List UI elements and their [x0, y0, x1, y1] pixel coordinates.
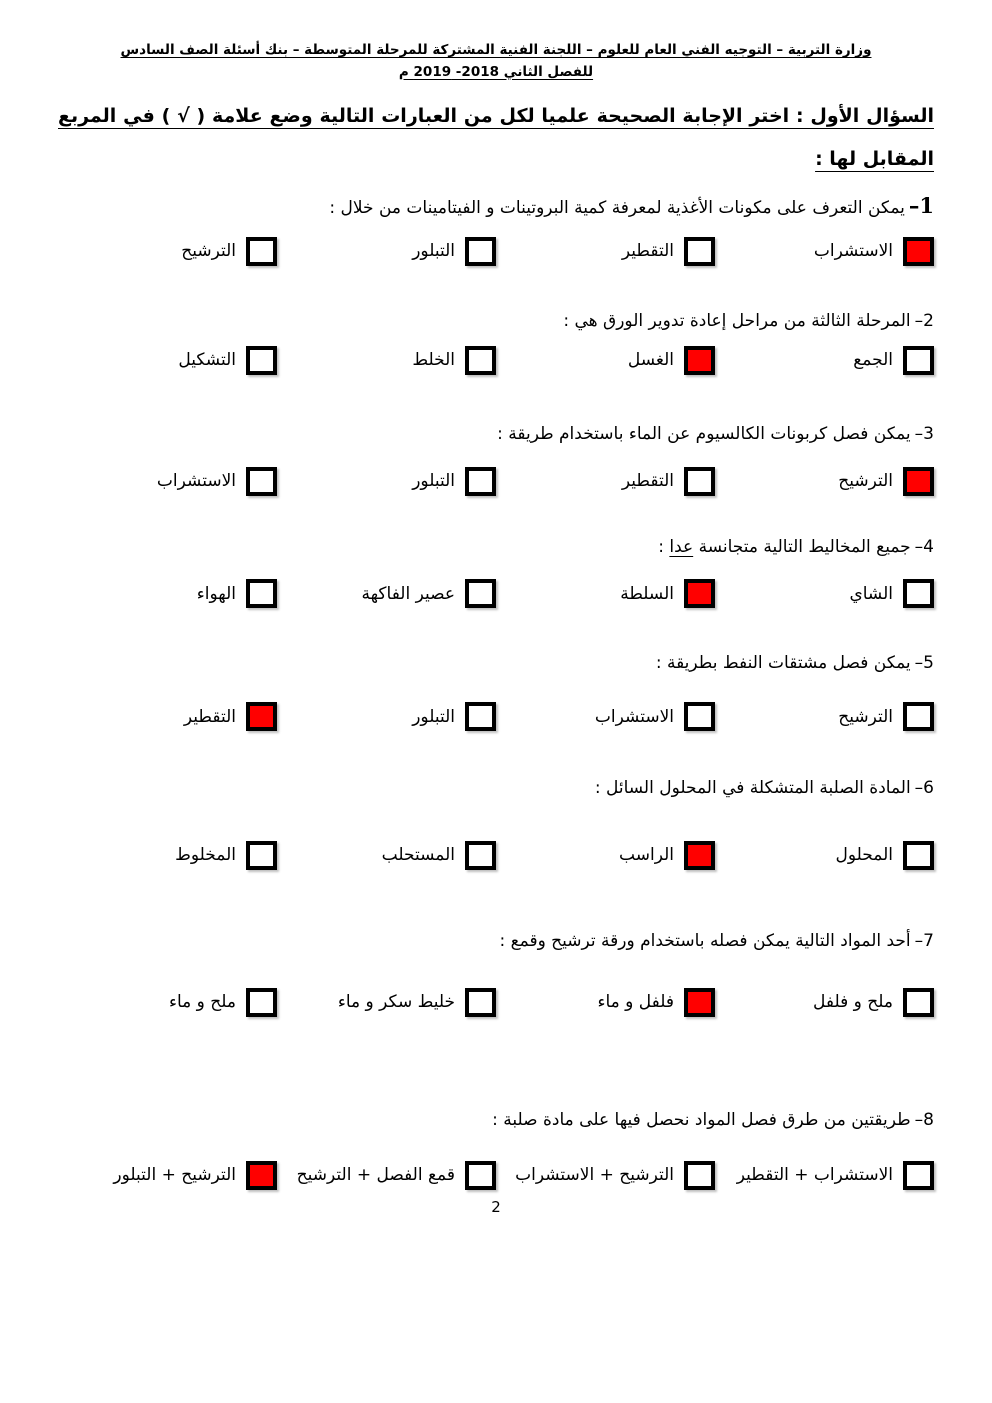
option-label: خليط سكر و ماء: [337, 992, 455, 1013]
answer-checkbox[interactable]: [684, 467, 715, 496]
option-label: ملح و ماء: [168, 992, 236, 1013]
option: [715, 237, 934, 266]
question-text: المرحلة الثالثة من مراحل إعادة تدوير الورق هي :: [563, 310, 911, 331]
question-7-options: [58, 988, 934, 1017]
option: [58, 579, 277, 608]
answer-checkbox[interactable]: [903, 702, 934, 731]
answer-checkbox[interactable]: [684, 237, 715, 266]
answer-checkbox[interactable]: [684, 702, 715, 731]
option: [58, 702, 277, 731]
option: [715, 346, 934, 375]
option-label: قمع الفصل + الترشيح: [296, 1165, 455, 1186]
answer-checkbox[interactable]: [246, 988, 277, 1017]
option-label: عصير الفاكهة: [361, 583, 455, 604]
answer-checkbox[interactable]: [684, 841, 715, 870]
answer-checkbox[interactable]: [465, 988, 496, 1017]
question-text: طريقتين من طرق فصل المواد نحصل فيها على مادة صلبة :: [492, 1109, 911, 1130]
answer-checkbox[interactable]: [684, 346, 715, 375]
answer-checkbox[interactable]: [246, 841, 277, 870]
answer-checkbox[interactable]: [684, 1161, 715, 1190]
option-label: الراسب: [619, 845, 674, 866]
option: [277, 346, 496, 375]
option-label: المحلول: [835, 845, 893, 866]
option: [496, 346, 715, 375]
option: [58, 1161, 277, 1190]
page-number: 2: [491, 1197, 501, 1216]
question-4-options: [58, 579, 934, 608]
option-label: فلفل و ماء: [597, 992, 674, 1013]
question-1-options: [58, 237, 934, 266]
answer-checkbox[interactable]: [684, 988, 715, 1017]
option-label: الترشيح: [838, 706, 893, 727]
answer-checkbox[interactable]: [246, 1161, 277, 1190]
option-label: المخلوط: [175, 845, 236, 866]
answer-checkbox[interactable]: [684, 579, 715, 608]
question-8: [58, 1109, 934, 1190]
option-label: الاستشراب: [156, 471, 236, 492]
option: [277, 467, 496, 496]
option-label: السلطة: [620, 583, 674, 604]
question-8-options: [58, 1161, 934, 1190]
question-section-title: [58, 107, 934, 169]
answer-checkbox[interactable]: [903, 988, 934, 1017]
answer-checkbox[interactable]: [465, 702, 496, 731]
answer-checkbox[interactable]: [246, 702, 277, 731]
question-number: 5–: [914, 653, 934, 674]
answer-checkbox[interactable]: [903, 237, 934, 266]
option: [58, 346, 277, 375]
question-5-options: [58, 702, 934, 731]
option-label: الهواء: [196, 583, 236, 604]
option-label: الترشيح + التبلور: [113, 1165, 236, 1186]
question-number: 3–: [914, 423, 934, 444]
option: [715, 988, 934, 1017]
question-3-text: [58, 423, 934, 447]
option: [277, 579, 496, 608]
option: [58, 988, 277, 1017]
option: [58, 841, 277, 870]
question-6: [58, 777, 934, 870]
option-label: الترشيح: [838, 471, 893, 492]
option-label: المستحلب: [381, 845, 455, 866]
answer-checkbox[interactable]: [246, 237, 277, 266]
question-8-text: [58, 1109, 934, 1133]
question-3: [58, 423, 934, 496]
question-number: 8–: [914, 1109, 934, 1130]
question-number: 1–: [908, 193, 934, 219]
question-2-options: [58, 346, 934, 375]
option: [496, 467, 715, 496]
option: [496, 841, 715, 870]
header-line-2: للفصل الثاني 2018- 2019 م: [398, 63, 594, 80]
question-6-options: [58, 841, 934, 870]
option-label: الاستشراب + التقطير: [736, 1165, 893, 1186]
question-7-text: [58, 930, 934, 954]
answer-checkbox[interactable]: [246, 346, 277, 375]
option: [715, 702, 934, 731]
question-5: [58, 652, 934, 731]
question-text: يمكن فصل كربونات الكالسيوم عن الماء باستخدام طريقة :: [497, 423, 911, 444]
option: [496, 988, 715, 1017]
question-2: [58, 310, 934, 375]
question-5-text: [58, 652, 934, 676]
option: [715, 1161, 934, 1190]
option: [277, 841, 496, 870]
option-label: الاستشراب: [813, 241, 893, 262]
question-text: يمكن فصل مشتقات النفط بطريقة :: [655, 653, 911, 674]
question-6-text: [58, 777, 934, 801]
option-label: الجمع: [853, 350, 893, 371]
answer-checkbox[interactable]: [465, 841, 496, 870]
option-label: الترشيح + الاستشراب: [515, 1165, 674, 1186]
answer-checkbox[interactable]: [465, 467, 496, 496]
option-label: الاستشراب: [594, 706, 674, 727]
answer-checkbox[interactable]: [465, 237, 496, 266]
option-label: التقطير: [621, 241, 674, 262]
answer-checkbox[interactable]: [903, 579, 934, 608]
question-3-options: [58, 467, 934, 496]
question-number: 7–: [914, 930, 934, 951]
question-1: [58, 191, 934, 266]
question-1-text: [58, 191, 934, 221]
title-line-2: المقابل لها :: [815, 148, 934, 171]
option-label: الترشيح: [181, 241, 236, 262]
answer-checkbox[interactable]: [903, 346, 934, 375]
option: [277, 237, 496, 266]
question-4: [58, 536, 934, 609]
option-label: التبلور: [412, 706, 455, 727]
option: [277, 988, 496, 1017]
question-number: 4–: [914, 536, 934, 557]
option: [496, 702, 715, 731]
question-text: المادة الصلبة المتشكلة في المحلول السائل :: [594, 778, 911, 799]
option: [496, 1161, 715, 1190]
answer-checkbox[interactable]: [465, 579, 496, 608]
answer-checkbox[interactable]: [465, 1161, 496, 1190]
questions-list: [58, 191, 934, 1189]
question-text: يمكن التعرف على مكونات الأغذية لمعرفة كمية البروتينات و الفيتامينات من خلال :: [329, 198, 905, 219]
option: [715, 579, 934, 608]
question-text: أحد المواد التالية يمكن فصله باستخدام ورقة ترشيح وقمع :: [499, 930, 911, 951]
answer-checkbox[interactable]: [903, 841, 934, 870]
option: [496, 237, 715, 266]
option-label: التبلور: [412, 241, 455, 262]
option: [715, 841, 934, 870]
answer-checkbox[interactable]: [903, 467, 934, 496]
option: [496, 579, 715, 608]
option-label: التقطير: [183, 706, 236, 727]
option-label: الخلط: [412, 350, 455, 371]
answer-checkbox[interactable]: [246, 467, 277, 496]
answer-checkbox[interactable]: [246, 579, 277, 608]
question-text-after: :: [658, 536, 670, 557]
option: [277, 702, 496, 731]
question-4-text: [58, 536, 934, 560]
option: [58, 467, 277, 496]
question-number: 6–: [914, 778, 934, 799]
answer-checkbox[interactable]: [903, 1161, 934, 1190]
title-line-1: السؤال الأول : اختر الإجابة الصحيحة علميا لكل من العبارات التالية وضع علامة ( √ ) في المربع: [58, 105, 934, 128]
document-header: [58, 40, 934, 83]
question-number: 2–: [914, 310, 934, 331]
option-label: الشاي: [849, 583, 893, 604]
question-text: جميع المخاليط التالية متجانسة: [693, 536, 911, 557]
option: [58, 237, 277, 266]
option-label: الغسل: [627, 350, 674, 371]
question-underlined-word: عدا: [669, 536, 694, 557]
option-label: التقطير: [621, 471, 674, 492]
option-label: ملح و فلفل: [813, 992, 893, 1013]
question-2-text: [58, 310, 934, 334]
option-label: التبلور: [412, 471, 455, 492]
option: [715, 467, 934, 496]
header-line-1: وزارة التربية – التوجيه الفني العام للعلوم – اللجنة الفنية المشتركة للمرحلة المتوسطة – بنك أسئلة الصف السادس: [120, 42, 872, 58]
question-7: [58, 930, 934, 1017]
answer-checkbox[interactable]: [465, 346, 496, 375]
option: [277, 1161, 496, 1190]
option-label: التشكيل: [178, 350, 236, 371]
